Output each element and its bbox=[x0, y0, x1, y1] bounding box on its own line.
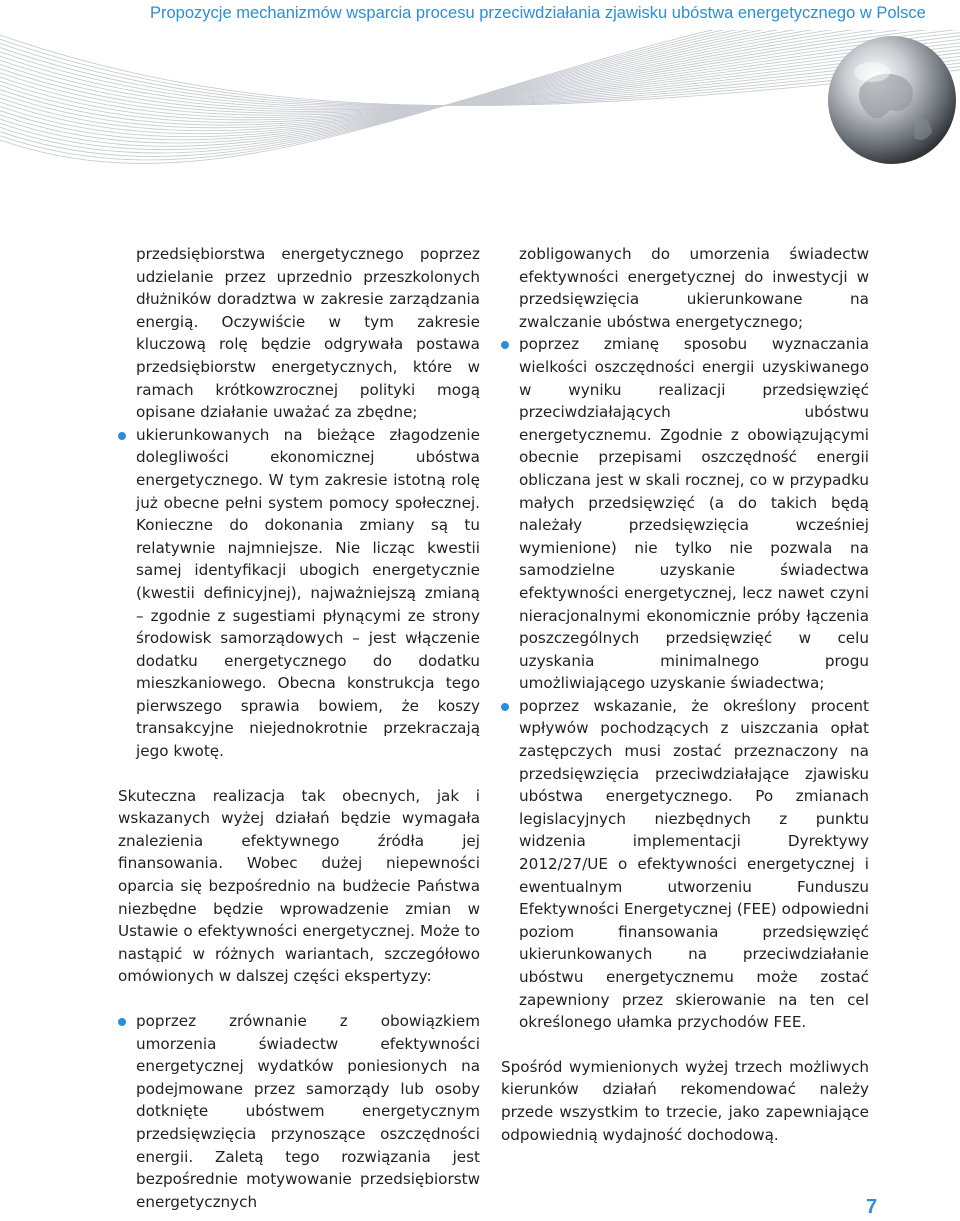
bullet-icon bbox=[118, 432, 126, 440]
bullet-icon bbox=[501, 341, 509, 349]
bullet-icon bbox=[118, 1018, 126, 1026]
body-paragraph: Skuteczna realizacja tak obecnych, jak i wskazanych wyżej działań będzie wymagała znalezienia efektywnego źródła jej finansowania. Wobec dużej niepewności oparcia się bezpośrednio na budżecie Państwa niezbędne będzie wprowadzenie zmian w Ustawie o efektywności energetycznej. Może to nastąpić w różnych wariantach, szczegółowo omówionych w dalszej części ekspertyzy: bbox=[118, 786, 480, 986]
right-column bbox=[501, 243, 869, 1146]
running-header: Propozycje mechanizmów wsparcia procesu przeciwdziałania zjawisku ubóstwa energetycznego w Polsce bbox=[150, 4, 926, 22]
list-item: poprzez zrównanie z obowiązkiem umorzenia świadectw efektywności energetycznej wydatków poniesionych na podejmowane przez samorządy lub osoby dotknięte ubóstwem energetycznym przedsięwzięcia przynoszące oszczędności energii. Zaletą tego rozwiązania jest bezpośrednie motywowanie przedsiębiorstw energetycznych bbox=[118, 1010, 480, 1213]
list-item: poprzez zmianę sposobu wyznaczania wielkości oszczędności energii uzyskiwanego w wyniku realizacji przedsięwzięć przeciwdziałających ubóstwu energetycznemu. Zgodnie z obowiązującymi obecnie przepisami oszczędność energii obliczana jest w skali rocznej, co w przypadku małych przedsięwzięć (a do takich będą należały przedsięwzięcia wcześniej wymienione) nie tylko nie pozwala na samodzielne uzyskanie świadectwa efektywności energetycznej, lecz nawet czyni nieracjonalnymi ekonomicznie próby łączenia poszczególnych przedsięwzięć w celu uzyskania minimalnego progu umożliwiającego uzyskanie świadectwa; bbox=[501, 333, 869, 695]
continued-paragraph: zobligowanych do umorzenia świadectw efektywności energetycznej do inwestycji w przedsięwzięcia ukierunkowane na zwalczanie ubóstwa energetycznego; bbox=[519, 245, 869, 331]
list-item: ukierunkowanych na bieżące złagodzenie dolegliwości ekonomicznej ubóstwa energetycznego. W tym zakresie istotną rolę już obecne pełni system pomocy społecznej. Konieczne do dokonania zmiany są tu relatywnie najmniejsze. Nie licząc kwestii samej identyfikacji ubogich energetycznie (kwestii definicyjnej), najważniejszą zmianą – zgodnie z sugestiami płynącymi ze strony środowisk samorządowych – jest włączenie dodatku energetycznego do dodatku mieszkaniowego. Obecna konstrukcja tego pierwszego sprawia bowiem, że koszy transakcyjne niejednokrotnie przekraczają jego kwotę. bbox=[118, 424, 480, 763]
decorative-wave-lines bbox=[0, 30, 960, 230]
page-number: 7 bbox=[866, 1196, 878, 1218]
body-paragraph: Spośród wymienionych wyżej trzech możliwych kierunków działań rekomendować należy przede wszystkim to trzecie, jako zapewniające odpowiednią wydajność dochodową. bbox=[501, 1057, 869, 1144]
globe-icon bbox=[820, 28, 960, 168]
continued-paragraph: przedsiębiorstwa energetycznego poprzez udzielanie przez uprzednio przeszkolonych dłużników doradztwa w zakresie zarządzania energią. Oczywiście w tym zakresie kluczową rolę będzie odgrywała postawa przedsiębiorstw energetycznych, które w ramach krótkowzrocznej polityki mogą opisane działanie uważać za zbędne; bbox=[136, 245, 480, 422]
list-item: poprzez wskazanie, że określony procent wpływów pochodzących z uiszczania opłat zastępczych musi zostać przeznaczony na przedsięwzięcia przeciwdziałające zjawisku ubóstwa energetycznego. Po zmianach legislacyjnych niezbędnych z punktu widzenia implementacji Dyrektywy 2012/27/UE o efektywności energetycznej i ewentualnym utworzeniu Funduszu Efektywności Energetycznej (FEE) odpowiedni poziom finansowania przedsięwzięć ukierunkowanych na przeciwdziałanie ubóstwu energetycznemu może zostać zapewniony przez skierowanie na ten cel określonego ułamka przychodów FEE. bbox=[501, 695, 869, 1034]
bullet-icon bbox=[501, 703, 509, 711]
left-column bbox=[118, 243, 480, 1213]
